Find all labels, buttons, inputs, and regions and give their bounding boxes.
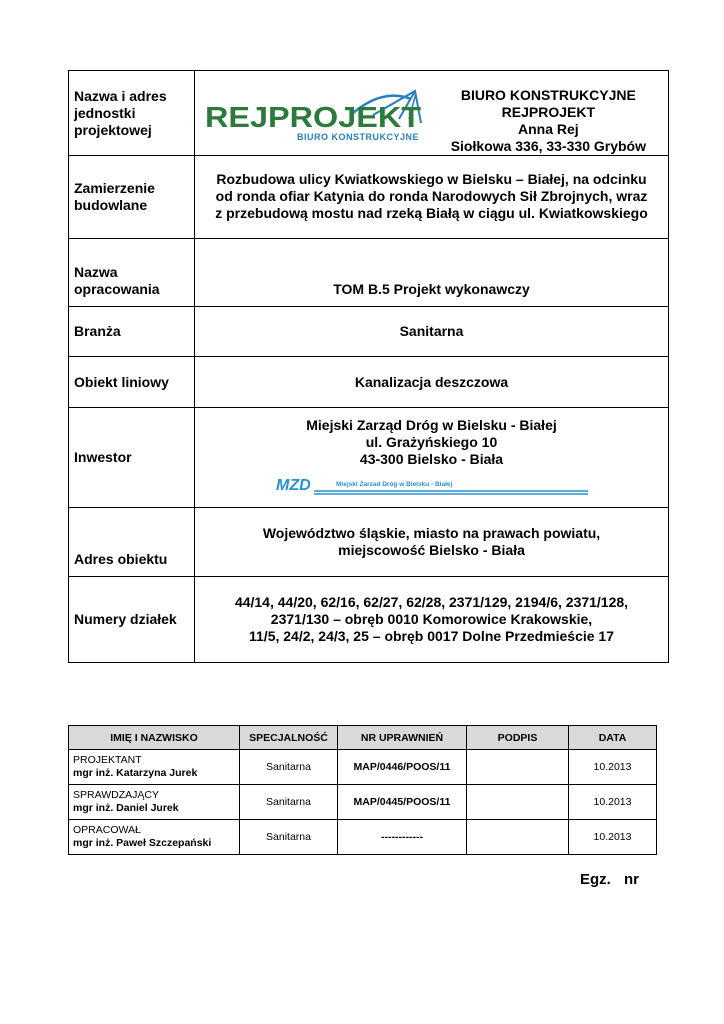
mzd-logo [274,476,590,498]
obiekt-value: Kanalizacja deszczowa [195,357,669,408]
license-cell: MAP/0446/POOS/11 [338,750,467,785]
date-cell: 10.2013 [569,750,657,785]
license-cell: ------------ [338,820,467,855]
mzd-logo-text: MZD [275,477,311,494]
specialty-cell: Sanitarna [240,820,338,855]
signature-cell [467,750,569,785]
title-block-table [68,70,669,663]
mzd-logo-caption: Miejski Zarzad Dróg w Bielsku - Białej [335,481,452,488]
person-cell: OPRACOWAŁ mgr inż. Paweł Szczepański [69,820,240,855]
dzialki-label: Numery działek [69,577,195,663]
company-address: BIURO KONSTRUKCYJNE REJPROJEKT Anna Rej Siołkowa 336, 33-330 Grybów [450,87,646,154]
rejprojekt-logo [203,83,433,145]
nazwa-value: TOM B.5 Projekt wykonawczy [195,239,669,307]
adres-value: Województwo śląskie, miasto na prawach powiatu, miejscowość Bielsko - Biała [195,508,669,577]
inwestor-value: Miejski Zarząd Dróg w Bielsku - Białej ul. Grażyńskiego 10 43-300 Bielsko - Biała MZD Miejski Zarzad Dróg w Bielsku - Białej [195,408,669,508]
obiekt-label: Obiekt liniowy [69,357,195,408]
column-header: DATA [569,726,657,750]
person-cell: SPRAWDZAJĄCY mgr inż. Daniel Jurek [69,785,240,820]
dzialki-value: 44/14, 44/20, 62/16, 62/27, 62/28, 2371/129, 2194/6, 2371/128, 2371/130 – obręb 0010 Komorowice Krakowskie, 11/5, 24/2, 24/3, 25 – obręb 0017 Dolne Przedmieście 17 [195,577,669,663]
column-header: IMIĘ I NAZWISKO [69,726,240,750]
specialty-cell: Sanitarna [240,750,338,785]
header-label: Nazwa i adres jednostki projektowej [69,71,195,156]
signature-table [68,725,657,855]
table-row [69,785,657,820]
specialty-cell: Sanitarna [240,785,338,820]
date-cell: 10.2013 [569,820,657,855]
inwestor-label: Inwestor [69,408,195,508]
date-cell: 10.2013 [569,785,657,820]
logo-subtext: BIURO KONSTRUKCYJNE [297,132,420,142]
license-cell: MAP/0445/POOS/11 [338,785,467,820]
signature-header-row [69,726,657,750]
adres-label: Adres obiektu [69,508,195,577]
branza-value: Sanitarna [195,307,669,357]
table-row [69,750,657,785]
logo-text: REJPROJEKT [205,102,422,134]
column-header: SPECJALNOŚĆ [240,726,338,750]
person-cell: PROJEKTANT mgr inż. Katarzyna Jurek [69,750,240,785]
column-header: PODPIS [467,726,569,750]
signature-cell [467,820,569,855]
zamierzenie-value: Rozbudowa ulicy Kwiatkowskiego w Bielsku – Białej, na odcinku od ronda ofiar Katynia do ronda Narodowych Sił Zbrojnych, wraz z przebudową mostu nad rzeką Białą w ciągu ul. Kwiatkowskiego [195,156,669,239]
zamierzenie-label: Zamierzenie budowlane [69,156,195,239]
table-row [69,820,657,855]
branza-label: Branża [69,307,195,357]
column-header: NR UPRAWNIEŃ [338,726,467,750]
nazwa-label: Nazwa opracowania [69,239,195,307]
copy-number: Egz. nr [580,871,640,888]
signature-cell [467,785,569,820]
header-value [195,71,669,156]
